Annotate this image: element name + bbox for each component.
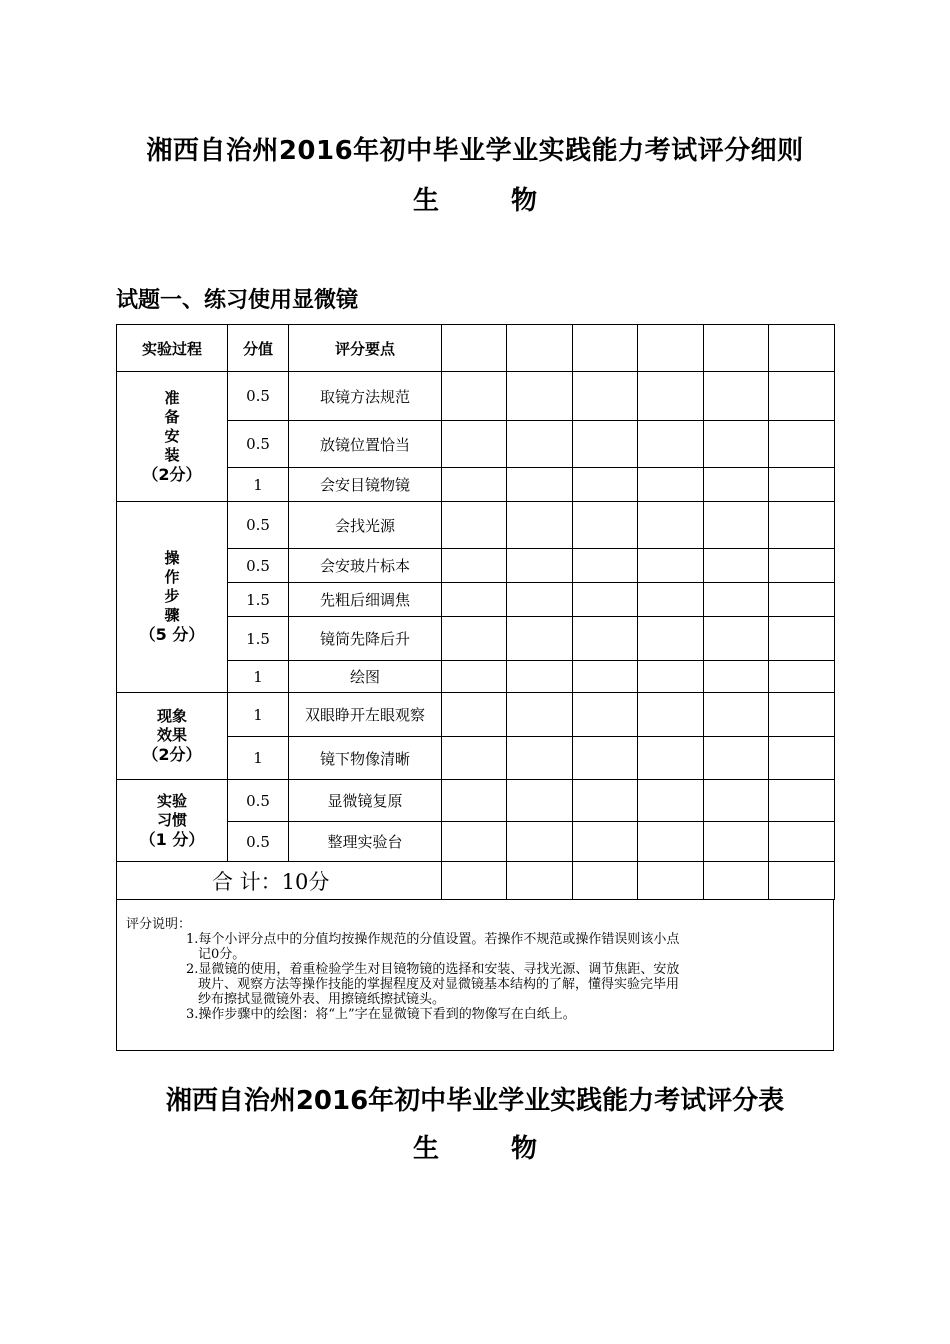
note-line: 1.每个小评分点中的分值均按操作规范的分值设置。若操作不规范或操作错误则该小点 bbox=[186, 932, 680, 947]
score-cell[interactable] bbox=[507, 583, 573, 617]
header-points: 评分要点 bbox=[289, 325, 442, 372]
notes-heading: 评分说明： bbox=[126, 917, 192, 932]
score-cell[interactable] bbox=[704, 822, 769, 862]
table-row bbox=[117, 693, 835, 737]
header-score: 分值 bbox=[228, 325, 289, 372]
score-cell[interactable] bbox=[769, 661, 835, 693]
note-line: 3.操作步骤中的绘图：将“上”字在显微镜下看到的物像写在白纸上。 bbox=[186, 1007, 576, 1022]
section-operate bbox=[117, 502, 228, 693]
section-name: 实验习惯 bbox=[156, 791, 187, 829]
score-cell[interactable] bbox=[769, 822, 835, 862]
section-name: 现象效果 bbox=[156, 707, 187, 744]
row-point: 会找光源 bbox=[289, 502, 442, 549]
section-points: （2分） bbox=[142, 745, 202, 764]
score-cell[interactable] bbox=[442, 780, 507, 822]
score-cell[interactable] bbox=[638, 468, 704, 502]
total-score: 合 计：10分 bbox=[117, 862, 442, 900]
score-cell[interactable] bbox=[638, 502, 704, 549]
section-points: （2分） bbox=[142, 464, 202, 484]
score-cell[interactable] bbox=[442, 693, 507, 737]
score-cell[interactable] bbox=[638, 617, 704, 661]
subject-heading-2 bbox=[0, 1128, 950, 1165]
score-cell[interactable] bbox=[573, 549, 638, 583]
score-cell[interactable] bbox=[507, 617, 573, 661]
question-title: 试题一、练习使用显微镜 bbox=[116, 288, 359, 313]
row-point: 整理实验台 bbox=[289, 822, 442, 862]
row-point: 会安目镜物镜 bbox=[289, 468, 442, 502]
score-cell[interactable] bbox=[442, 617, 507, 661]
row-score: 1 bbox=[228, 468, 289, 502]
score-cell[interactable] bbox=[704, 325, 769, 372]
score-cell[interactable] bbox=[507, 549, 573, 583]
score-cell[interactable] bbox=[573, 502, 638, 549]
score-cell[interactable] bbox=[573, 862, 638, 900]
score-cell[interactable] bbox=[769, 549, 835, 583]
subject-char-2: 物 bbox=[511, 1134, 538, 1164]
score-cell[interactable] bbox=[769, 468, 835, 502]
table-row bbox=[117, 372, 835, 421]
subject-char-2: 物 bbox=[511, 186, 538, 216]
row-point: 放镜位置恰当 bbox=[289, 421, 442, 468]
score-cell[interactable] bbox=[769, 421, 835, 468]
score-cell[interactable] bbox=[704, 549, 769, 583]
score-cell[interactable] bbox=[442, 421, 507, 468]
score-cell[interactable] bbox=[573, 617, 638, 661]
score-cell[interactable] bbox=[769, 693, 835, 737]
score-cell[interactable] bbox=[769, 502, 835, 549]
score-cell[interactable] bbox=[442, 325, 507, 372]
score-cell[interactable] bbox=[704, 421, 769, 468]
score-sheet-title: 湘西自治州2016年初中毕业学业实践能力考试评分表 bbox=[165, 1086, 785, 1116]
row-point: 镜下物像清晰 bbox=[289, 737, 442, 780]
score-cell[interactable] bbox=[638, 549, 704, 583]
score-cell[interactable] bbox=[507, 780, 573, 822]
section-habit bbox=[117, 780, 228, 862]
section-points: （5 分） bbox=[139, 625, 205, 644]
score-cell[interactable] bbox=[638, 780, 704, 822]
score-cell[interactable] bbox=[442, 372, 507, 421]
score-cell[interactable] bbox=[769, 372, 835, 421]
score-cell[interactable] bbox=[507, 693, 573, 737]
section-result bbox=[117, 693, 228, 780]
score-cell[interactable] bbox=[573, 737, 638, 780]
score-cell[interactable] bbox=[704, 617, 769, 661]
row-score: 1 bbox=[228, 737, 289, 780]
note-line: 纱布擦拭显微镜外表、用擦镜纸擦拭镜头。 bbox=[198, 992, 446, 1007]
score-cell[interactable] bbox=[507, 502, 573, 549]
score-cell[interactable] bbox=[704, 693, 769, 737]
score-cell[interactable] bbox=[638, 737, 704, 780]
score-cell[interactable] bbox=[442, 661, 507, 693]
score-cell[interactable] bbox=[507, 822, 573, 862]
score-cell[interactable] bbox=[704, 468, 769, 502]
section-points: （1 分） bbox=[139, 829, 205, 849]
row-score: 1.5 bbox=[228, 617, 289, 661]
row-point: 会安玻片标本 bbox=[289, 549, 442, 583]
score-cell[interactable] bbox=[769, 617, 835, 661]
table-row bbox=[117, 780, 835, 822]
subject-char-1: 生 bbox=[412, 1134, 439, 1164]
row-score: 1.5 bbox=[228, 583, 289, 617]
row-score: 0.5 bbox=[228, 780, 289, 822]
total-row bbox=[117, 862, 835, 900]
score-cell[interactable] bbox=[507, 421, 573, 468]
score-cell[interactable] bbox=[442, 468, 507, 502]
row-point: 取镜方法规范 bbox=[289, 372, 442, 421]
score-cell[interactable] bbox=[442, 583, 507, 617]
document-title: 湘西自治州2016年初中毕业学业实践能力考试评分细则 bbox=[146, 136, 804, 166]
score-cell[interactable] bbox=[442, 549, 507, 583]
score-cell[interactable] bbox=[573, 421, 638, 468]
score-cell[interactable] bbox=[704, 583, 769, 617]
score-cell[interactable] bbox=[573, 780, 638, 822]
row-score: 1 bbox=[228, 661, 289, 693]
note-line: 记0分。 bbox=[198, 947, 246, 962]
row-point: 显微镜复原 bbox=[289, 780, 442, 822]
score-cell[interactable] bbox=[573, 693, 638, 737]
score-cell[interactable] bbox=[704, 737, 769, 780]
row-score: 0.5 bbox=[228, 822, 289, 862]
section-prepare bbox=[117, 372, 228, 502]
score-cell[interactable] bbox=[638, 421, 704, 468]
score-cell[interactable] bbox=[442, 862, 507, 900]
score-cell[interactable] bbox=[638, 822, 704, 862]
section-name: 操作步骤 bbox=[164, 549, 180, 624]
row-point: 先粗后细调焦 bbox=[289, 583, 442, 617]
score-cell[interactable] bbox=[573, 583, 638, 617]
score-cell[interactable] bbox=[573, 468, 638, 502]
subject-char-1: 生 bbox=[412, 186, 439, 216]
score-cell[interactable] bbox=[704, 502, 769, 549]
score-cell[interactable] bbox=[638, 583, 704, 617]
score-cell[interactable] bbox=[507, 862, 573, 900]
row-point: 双眼睁开左眼观察 bbox=[289, 693, 442, 737]
score-cell[interactable] bbox=[638, 661, 704, 693]
score-cell[interactable] bbox=[442, 822, 507, 862]
row-score: 0.5 bbox=[228, 549, 289, 583]
score-cell[interactable] bbox=[638, 325, 704, 372]
subject-heading bbox=[0, 180, 950, 217]
score-cell[interactable] bbox=[704, 661, 769, 693]
score-cell[interactable] bbox=[507, 372, 573, 421]
row-score: 1 bbox=[228, 693, 289, 737]
section-name: 准备安装 bbox=[164, 388, 180, 464]
header-row bbox=[117, 325, 835, 372]
score-cell[interactable] bbox=[769, 862, 835, 900]
score-cell[interactable] bbox=[704, 862, 769, 900]
score-cell[interactable] bbox=[442, 737, 507, 780]
score-cell[interactable] bbox=[638, 372, 704, 421]
score-cell[interactable] bbox=[769, 737, 835, 780]
score-cell[interactable] bbox=[573, 325, 638, 372]
score-cell[interactable] bbox=[638, 693, 704, 737]
note-line: 2.显微镜的使用，着重检验学生对目镜物镜的选择和安装、寻找光源、调节焦距、安放 bbox=[186, 962, 680, 977]
score-cell[interactable] bbox=[507, 325, 573, 372]
score-cell[interactable] bbox=[507, 661, 573, 693]
score-cell[interactable] bbox=[573, 372, 638, 421]
row-score: 0.5 bbox=[228, 502, 289, 549]
scoring-table bbox=[116, 324, 835, 900]
score-cell[interactable] bbox=[769, 325, 835, 372]
score-cell[interactable] bbox=[704, 780, 769, 822]
row-point: 镜筒先降后升 bbox=[289, 617, 442, 661]
score-cell[interactable] bbox=[442, 502, 507, 549]
scoring-notes bbox=[116, 900, 834, 1051]
row-point: 绘图 bbox=[289, 661, 442, 693]
score-cell[interactable] bbox=[573, 822, 638, 862]
score-cell[interactable] bbox=[704, 372, 769, 421]
score-cell[interactable] bbox=[638, 862, 704, 900]
table-row bbox=[117, 502, 835, 549]
score-cell[interactable] bbox=[507, 468, 573, 502]
row-score: 0.5 bbox=[228, 421, 289, 468]
row-score: 0.5 bbox=[228, 372, 289, 421]
score-cell[interactable] bbox=[507, 737, 573, 780]
score-cell[interactable] bbox=[769, 780, 835, 822]
note-line: 玻片、观察方法等操作技能的掌握程度及对显微镜基本结构的了解，懂得实验完毕用 bbox=[198, 977, 680, 992]
score-cell[interactable] bbox=[769, 583, 835, 617]
header-process: 实验过程 bbox=[117, 325, 228, 372]
score-cell[interactable] bbox=[573, 661, 638, 693]
